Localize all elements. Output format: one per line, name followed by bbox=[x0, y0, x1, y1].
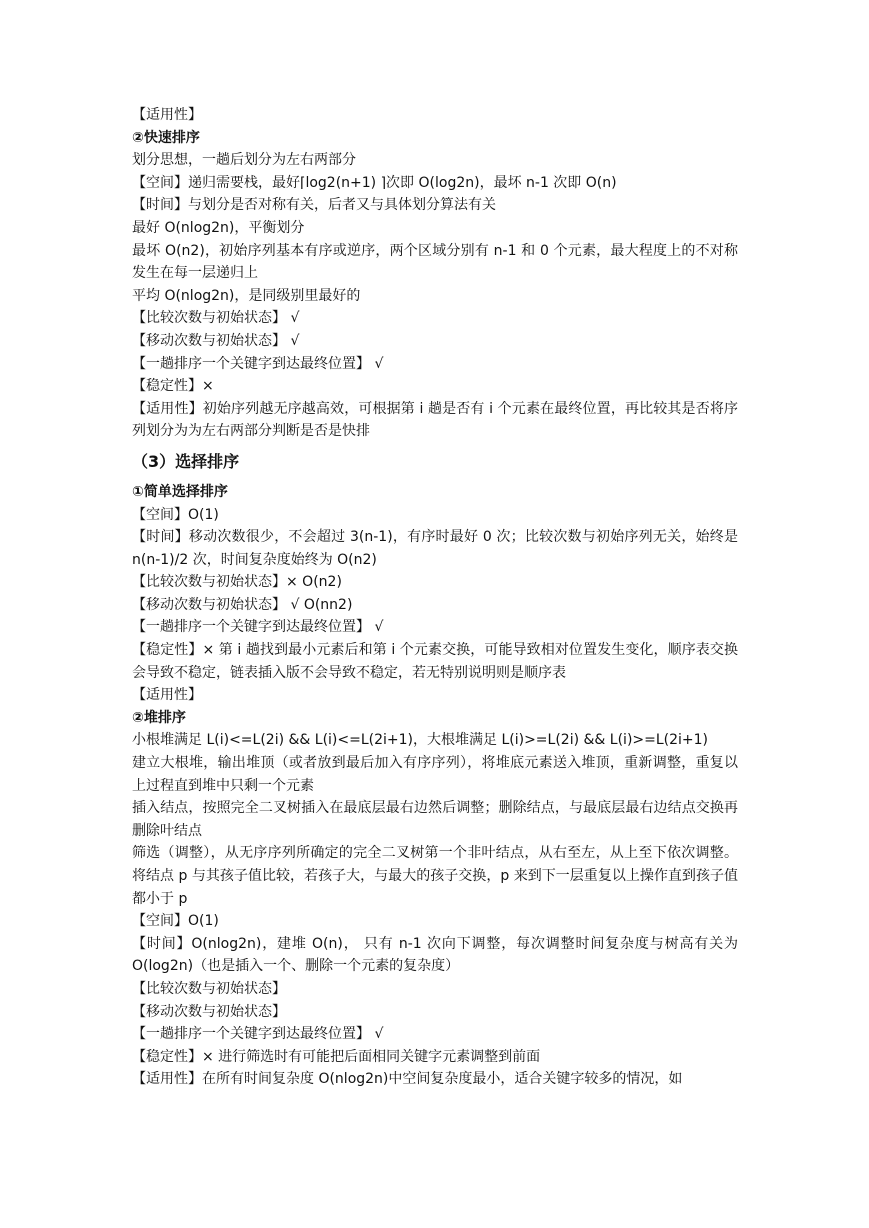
quick-sort-best: 最好 O(nlog2n)，平衡划分 bbox=[132, 219, 305, 236]
heap-move: 【移动次数与初始状态】 bbox=[132, 1003, 286, 1020]
heap-final-position: 【一趟排序一个关键字到达最终位置】 √ bbox=[132, 1026, 384, 1043]
quick-sort-compare: 【比较次数与初始状态】 √ bbox=[132, 310, 300, 327]
heap-space: 【空间】O(1) bbox=[132, 913, 219, 930]
heap-definition: 小根堆满足 L(i)<=L(2i) && L(i)<=L(2i+1)，大根堆满足 L(i)>=L(2i) && L(i)>=L(2i+1) bbox=[132, 732, 709, 749]
heap-sift: 筛选（调整），从无序序列所确定的完全二叉树第一个非叶结点，从右至左，从上至下依次调整。将结点 p 与其孩子值比较，若孩子大，与最大的孩子交换，p 来到下一层重复以上操作直到孩子值都小于 p bbox=[132, 845, 738, 907]
simple-selection-time: 【时间】移动次数很少，不会超过 3(n-1)，有序时最好 0 次；比较次数与初始序列无关，始终是 n(n-1)/2 次，时间复杂度始终为 O(n2) bbox=[132, 529, 738, 568]
simple-selection-move: 【移动次数与初始状态】 √ O(nn2) bbox=[132, 596, 353, 613]
heap-stability: 【稳定性】× 进行筛选时有可能把后面相同关键字元素调整到前面 bbox=[132, 1048, 541, 1065]
quick-sort-idea: 划分思想，一趟后划分为左右两部分 bbox=[132, 152, 356, 169]
heap-compare: 【比较次数与初始状态】 bbox=[132, 980, 286, 997]
simple-selection-space: 【空间】O(1) bbox=[132, 506, 219, 523]
heap-sort-title: ②堆排序 bbox=[132, 709, 186, 726]
applicability-heading-1: 【适用性】 bbox=[132, 107, 202, 123]
document-body bbox=[132, 104, 738, 1091]
heap-build-output: 建立大根堆，输出堆顶（或者放到最后加入有序序列），将堆底元素送入堆顶，重新调整，重复以上过程直到堆中只剩一个元素 bbox=[132, 755, 738, 794]
quick-sort-worst: 最坏 O(n2)，初始序列基本有序或逆序，两个区域分别有 n-1 和 0 个元素，最大程度上的不对称发生在每一层递归上 bbox=[132, 242, 738, 282]
simple-selection-stability: 【稳定性】× 第 i 趟找到最小元素后和第 i 个元素交换，可能导致相对位置发生变化，顺序表交换会导致不稳定，链表插入版不会导致不稳定，若无特别说明则是顺序表 bbox=[132, 642, 738, 681]
heap-insert-delete: 插入结点，按照完全二叉树插入在最底层最右边然后调整；删除结点，与最底层最右边结点交换再删除叶结点 bbox=[132, 800, 738, 839]
heap-time: 【时间】O(nlog2n)，建堆 O(n)， 只有 n-1 次向下调整，每次调整时间复杂度与树高有关为 O(log2n)（也是插入一个、删除一个元素的复杂度） bbox=[132, 935, 738, 975]
selection-sort-heading: （3）选择排序 bbox=[132, 451, 240, 471]
quick-sort-move: 【移动次数与初始状态】 √ bbox=[132, 332, 300, 349]
simple-selection-compare: 【比较次数与初始状态】× O(n2) bbox=[132, 574, 342, 591]
quick-sort-stability: 【稳定性】× bbox=[132, 378, 214, 395]
simple-selection-final-position: 【一趟排序一个关键字到达最终位置】 √ bbox=[132, 619, 384, 636]
quick-sort-final-position: 【一趟排序一个关键字到达最终位置】 √ bbox=[132, 355, 384, 372]
quick-sort-average: 平均 O(nlog2n)，是同级别里最好的 bbox=[132, 287, 361, 304]
simple-selection-applicability: 【适用性】 bbox=[132, 687, 202, 704]
quick-sort-title: ②快速排序 bbox=[132, 129, 200, 146]
quick-sort-space: 【空间】递归需要栈，最好⌈log2(n+1) ⌉次即 O(log2n)，最坏 n-1 次即 O(n) bbox=[132, 174, 617, 191]
heap-applicability: 【适用性】在所有时间复杂度 O(nlog2n)中空间复杂度最小，适合关键字较多的情况，如 bbox=[132, 1071, 683, 1088]
simple-selection-title: ①简单选择排序 bbox=[132, 483, 228, 500]
quick-sort-applicability: 【适用性】初始序列越无序越高效，可根据第 i 趟是否有 i 个元素在最终位置，再比较其是否将序列划分为为左右两部分判断是否是快排 bbox=[132, 400, 738, 440]
quick-sort-time: 【时间】与划分是否对称有关，后者又与具体划分算法有关 bbox=[132, 197, 496, 214]
